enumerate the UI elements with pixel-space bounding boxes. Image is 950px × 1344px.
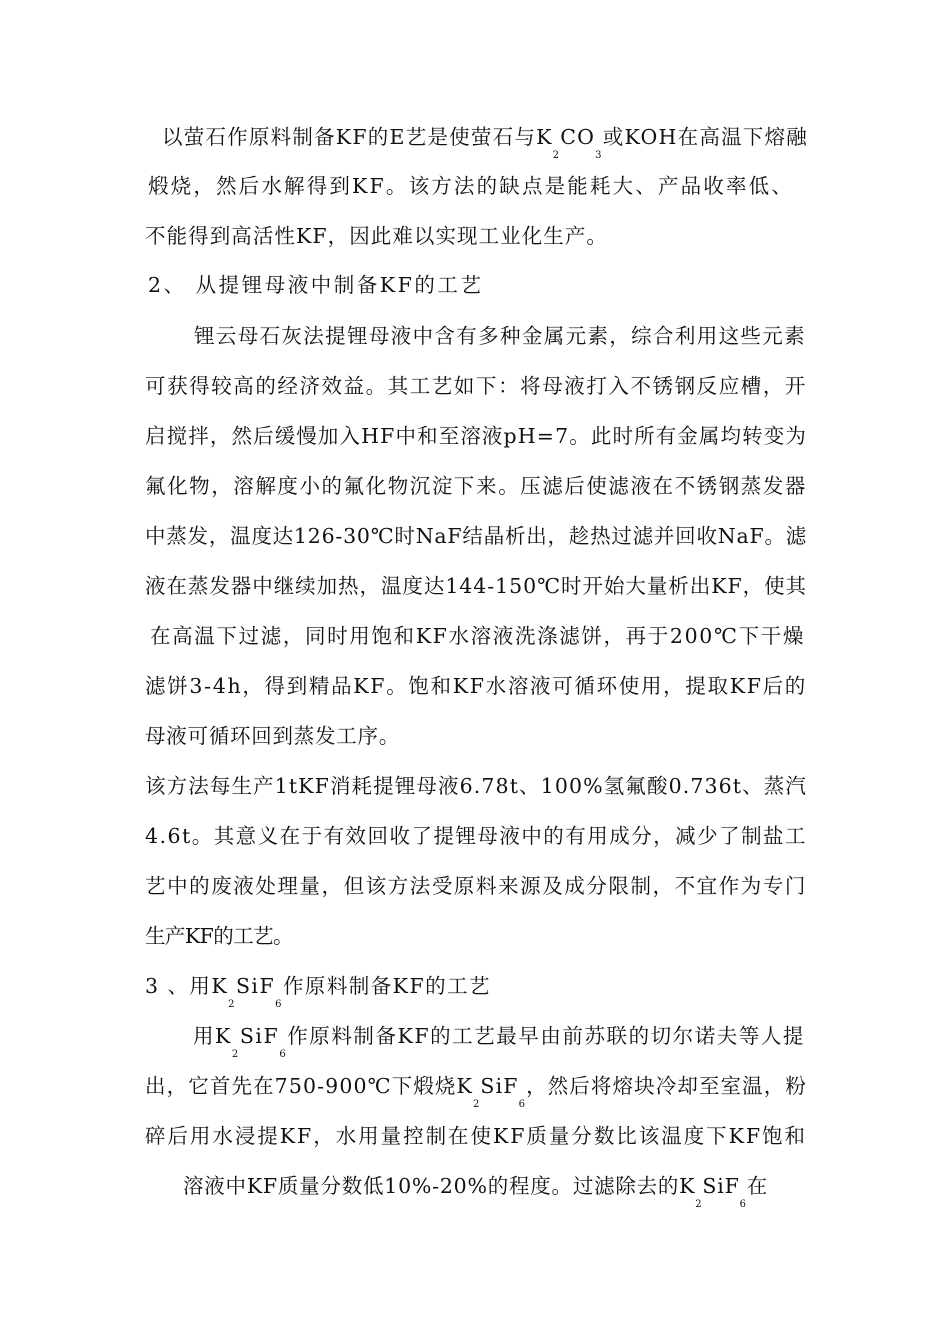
subscript: 6 — [739, 1199, 747, 1210]
text-segment: 母液可循环回到蒸发工序。 — [145, 724, 400, 748]
text-line — [148, 172, 794, 200]
subscript: 2 — [228, 999, 236, 1010]
text-segment: ，然后将熔块冷却至室温，粉 — [526, 1074, 808, 1098]
text-segment: SiF — [480, 1074, 519, 1098]
text-line — [145, 522, 807, 550]
text-segment: CO — [560, 125, 596, 149]
text-segment: 不能得到高活性KF，因此难以实现工业化生产。 — [145, 224, 608, 248]
subscript: 2 — [552, 150, 561, 161]
text-segment: 启搅拌，然后缓慢加入HF中和至溶液pH=7。此时所有金属均转变为 — [145, 424, 807, 448]
text-segment: 氟化物，溶解度小的氟化物沉淀下来。压滤后使滤液在不锈钢蒸发器 — [145, 474, 807, 498]
text-segment: 2、 从提锂母液中制备KF的工艺 — [148, 273, 484, 297]
text-line — [145, 1122, 807, 1150]
subscript: 2 — [695, 1199, 703, 1210]
text-segment: 在 — [746, 1174, 768, 1198]
text-line — [145, 922, 293, 950]
text-line — [145, 672, 807, 700]
text-segment: 碎后用水浸提KF，水用量控制在使KF质量分数比该温度下KF饱和 — [145, 1124, 807, 1148]
text-segment: 锂云母石灰法提锂母液中含有多种金属元素，综合利用这些元素 — [194, 324, 806, 348]
text-segment: 中蒸发，温度达126-30℃时NaF结晶析出，趁热过滤并回收NaF。滤 — [145, 524, 807, 548]
subscript: 2 — [472, 1099, 481, 1110]
text-line — [162, 123, 808, 161]
subscript: 2 — [231, 1049, 240, 1060]
text-line — [145, 822, 807, 850]
text-segment: SiF — [235, 974, 276, 998]
text-line — [145, 572, 807, 600]
text-segment: SiF — [702, 1174, 740, 1198]
text-segment: 作原料制备KF的工艺最早由前苏联的切尔诺夫等人提 — [287, 1024, 805, 1048]
text-line — [145, 872, 807, 900]
text-line — [183, 1172, 768, 1210]
text-segment: 该方法每生产1tKF消耗提锂母液6.78t、100%氢氟酸0.736t、蒸汽 — [145, 774, 807, 798]
text-segment: 出，它首先在750-900℃下煅烧K — [145, 1074, 473, 1098]
text-segment: 4.6t。其意义在于有效回收了提锂母液中的有用成分，减少了制盐工 — [145, 824, 807, 848]
text-segment: 煅烧，然后水解得到KF。该方法的缺点是能耗大、产品收率低、 — [148, 174, 794, 198]
subscript: 6 — [279, 1049, 288, 1060]
text-line — [150, 622, 805, 650]
text-line — [145, 722, 400, 750]
text-line — [145, 1072, 808, 1110]
text-line — [148, 271, 483, 299]
subscript: 6 — [275, 999, 283, 1010]
text-line — [145, 372, 807, 400]
text-segment: 生产KF的工艺。 — [145, 924, 293, 948]
text-segment: 3 、用K — [145, 974, 229, 998]
text-segment: 在高温下过滤，同时用饱和KF水溶液洗涤滤饼，再于200℃下干燥 — [150, 624, 805, 648]
text-segment: 以萤石作原料制备KF的E艺是使萤石与K — [162, 125, 553, 149]
text-segment: 滤饼3-4h，得到精品KF。饱和KF水溶液可循环使用，提取KF后的 — [145, 674, 807, 698]
text-segment: 液在蒸发器中继续加热，温度达144-150℃时开始大量析出KF，使其 — [145, 574, 807, 598]
text-line — [145, 472, 807, 500]
text-segment: 可获得较高的经济效益。其工艺如下：将母液打入不锈钢反应槽，开 — [145, 374, 807, 398]
text-line — [145, 772, 807, 800]
text-segment: 艺中的废液处理量，但该方法受原料来源及成分限制，不宜作为专门 — [145, 874, 807, 898]
text-segment: 用K — [193, 1024, 232, 1048]
text-line — [145, 972, 491, 1010]
text-segment: 溶液中KF质量分数低10%-20%的程度。过滤除去的K — [183, 1174, 696, 1198]
text-line — [193, 1022, 805, 1060]
text-segment: 或KOH在高温下熔融 — [602, 125, 808, 149]
text-line — [145, 222, 608, 250]
subscript: 3 — [595, 150, 603, 161]
text-line — [194, 322, 806, 350]
text-line — [145, 422, 807, 450]
text-segment: 作原料制备KF的工艺 — [282, 974, 491, 998]
subscript: 6 — [518, 1099, 527, 1110]
text-segment: SiF — [239, 1024, 280, 1048]
